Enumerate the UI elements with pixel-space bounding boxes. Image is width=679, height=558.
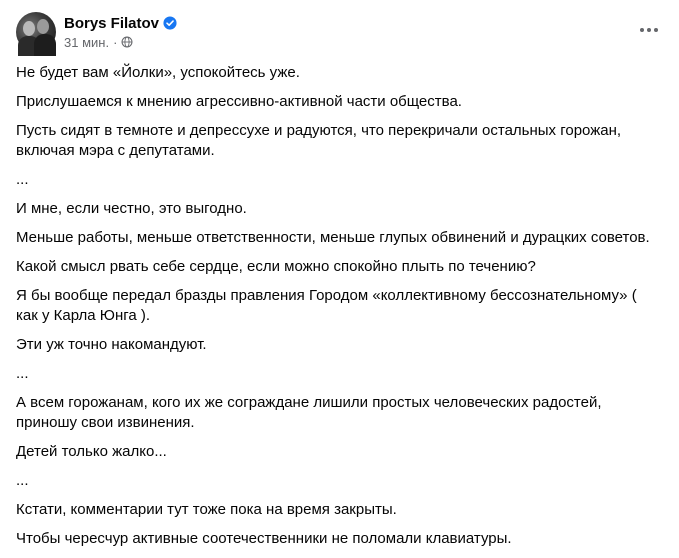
post-header	[16, 10, 177, 54]
post-meta	[64, 13, 177, 51]
paragraph: И мне, если честно, это выгодно.	[16, 200, 247, 217]
paragraph: Не будет вам «Йолки», успокойтесь уже.	[16, 64, 300, 81]
more-options-icon	[639, 27, 659, 33]
paragraph: ...	[16, 365, 29, 382]
paragraph: Я бы вообще передал бразды правления Городом «коллективному бессознательному» ( как у Карла Юнга ).	[16, 287, 637, 324]
paragraph: Пусть сидят в темноте и депрессухе и радуются, что перекричали остальных горожан, включая мэра с депутатами.	[16, 122, 622, 159]
globe-icon[interactable]	[121, 36, 133, 48]
more-options-button[interactable]	[635, 16, 663, 44]
timestamp-row	[64, 33, 177, 51]
post-timestamp[interactable]: 31 мин.	[64, 34, 110, 50]
paragraph: Кстати, комментарии тут тоже пока на время закрыты.	[16, 501, 397, 518]
paragraph: Прислушаемся к мнению агрессивно-активной части общества.	[16, 93, 462, 110]
avatar[interactable]	[16, 12, 56, 52]
paragraph: Детей только жалко...	[16, 443, 167, 460]
paragraph: Меньше работы, меньше ответственности, меньше глупых обвинений и дурацких советов.	[16, 229, 650, 246]
paragraph: ...	[16, 171, 29, 188]
paragraph: ...	[16, 472, 29, 489]
post-text	[16, 63, 661, 558]
paragraph: Эти уж точно накомандуют.	[16, 336, 207, 353]
paragraph: А всем горожанам, кого их же сограждане лишили простых человеческих радостей, приношу свои извинения.	[16, 394, 602, 431]
meta-separator: ·	[113, 34, 118, 50]
paragraph: Какой смысл рвать себе сердце, если можно спокойно плыть по течению?	[16, 258, 536, 275]
paragraph: Чтобы чересчур активные соотечественники не поломали клавиатуры.	[16, 530, 512, 547]
author-name[interactable]: Borys Filatov	[64, 14, 160, 32]
author-row	[64, 13, 177, 33]
verified-badge-icon	[163, 16, 177, 30]
